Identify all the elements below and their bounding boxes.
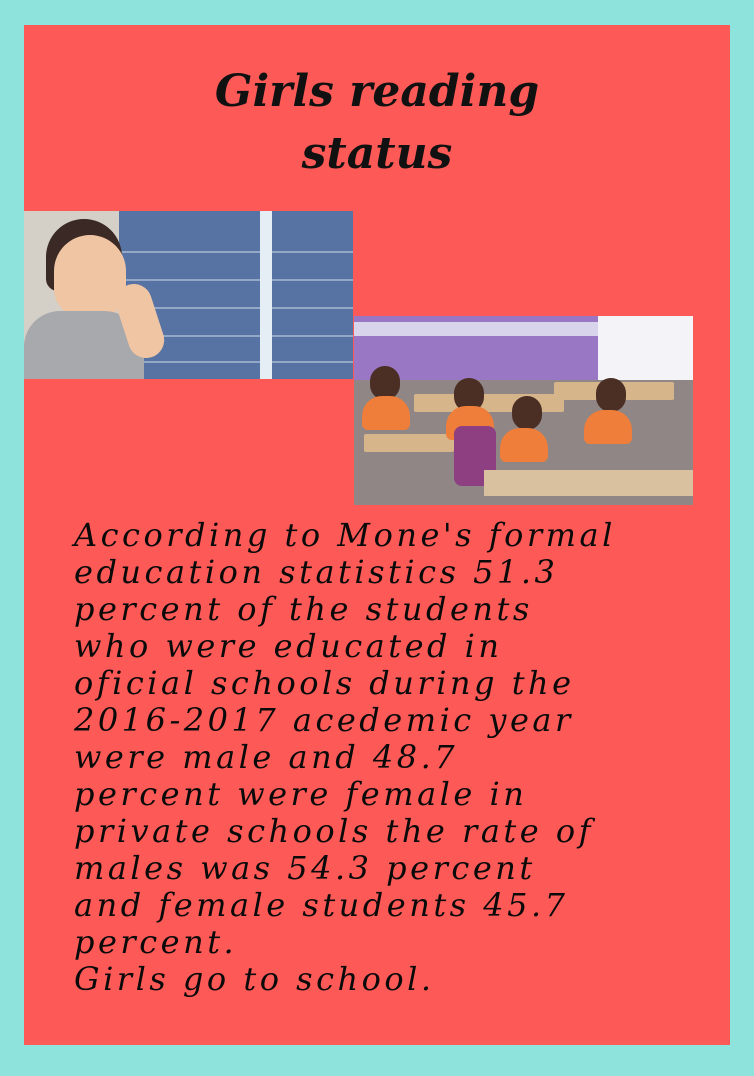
body-line: percent of the students [74,590,533,628]
body-paragraph [74,517,724,998]
body-line: and female students 45.7 [74,886,569,924]
body-line: males was 54.3 percent [74,849,536,887]
chalkboard-photo [24,211,353,379]
poster-title [24,61,730,185]
body-line: private schools the rate of [74,812,594,850]
body-line: percent were female in [74,775,528,813]
classroom-photo [354,316,693,505]
body-line: oficial schools during the [74,664,575,702]
body-line: who were educated in [74,627,503,665]
body-line: were male and 48.7 [74,738,459,776]
poster [24,25,730,1045]
body-line: 2016-2017 acedemic year [74,701,574,739]
body-line: education statistics 51.3 [74,553,559,591]
body-line: percent. [74,923,238,961]
body-line: According to Mone's formal [74,516,616,554]
body-line: Girls go to school. [74,960,435,998]
title-line-2: status [301,128,453,179]
title-line-1: Girls reading [214,66,540,117]
